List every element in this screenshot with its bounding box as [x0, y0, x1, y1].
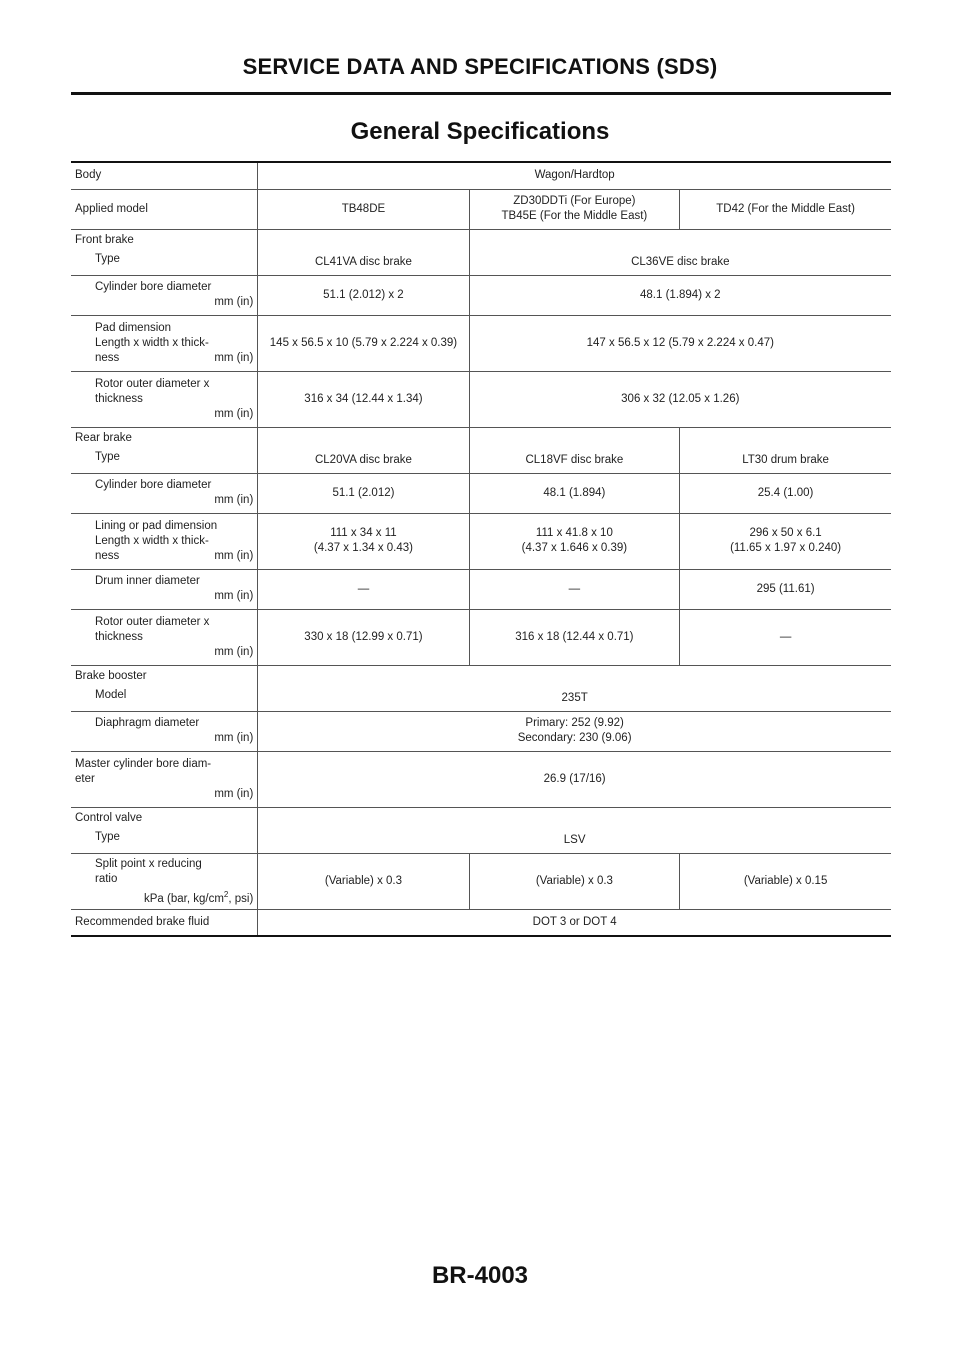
- section-header: SERVICE DATA AND SPECIFICATIONS (SDS): [242, 54, 718, 79]
- value-rear-drum-3: 295 (11.61): [680, 569, 891, 609]
- front-cyl-text: Cylinder bore diameter: [95, 281, 212, 293]
- label-fluid: Recommended brake fluid: [71, 910, 258, 936]
- label-front-cyl: [71, 275, 258, 315]
- rear-lining-l3: [95, 549, 253, 564]
- rear-drum-unit: mm (in): [214, 590, 254, 602]
- rear-drum-text: Drum inner diameter: [95, 575, 200, 587]
- split-unit: [95, 887, 253, 907]
- front-rotor-l1: Rotor outer diameter x: [95, 377, 210, 390]
- label-master-cyl: [71, 751, 258, 807]
- value-body: Wagon/Hardtop: [258, 162, 891, 189]
- row-rear-cyl: [71, 473, 891, 513]
- value-rear-type-2: CL18VF disc brake: [469, 427, 680, 473]
- rear-lining-l2: Length x width x thick-: [95, 534, 209, 547]
- label-diaphragm: [71, 711, 258, 751]
- front-brake-heading: Front brake: [75, 233, 134, 246]
- value-booster-model: 235T: [258, 665, 891, 711]
- value-rear-cyl-2: 48.1 (1.894): [469, 473, 680, 513]
- rear-lining-3b: (11.65 x 1.97 x 0.240): [730, 542, 842, 554]
- diaphragm-text: Diaphragm diameter: [95, 717, 200, 729]
- row-front-pad: [71, 315, 891, 371]
- value-rear-type-1: CL20VA disc brake: [258, 427, 469, 473]
- front-rotor-l2: thickness: [95, 392, 143, 405]
- diaphragm-unit: mm (in): [214, 732, 254, 744]
- row-diaphragm: [71, 711, 891, 751]
- value-rear-drum-1: —: [258, 569, 469, 609]
- value-applied-model-3: TD42 (For the Middle East): [680, 189, 891, 229]
- row-master-cyl: [71, 751, 891, 807]
- row-rear-lining: [71, 513, 891, 569]
- label-rear-type: Type: [95, 450, 120, 463]
- value-master-cyl: 26.9 (17/16): [258, 751, 891, 807]
- booster-heading: Brake booster: [75, 669, 147, 682]
- row-rear-type: [71, 427, 891, 473]
- front-cyl-unit: mm (in): [214, 296, 254, 308]
- front-pad-unit: mm (in): [214, 351, 254, 364]
- label-split-point: [71, 853, 258, 910]
- label-rear-drum: [71, 569, 258, 609]
- label-rear-lining: [71, 513, 258, 569]
- value-split-1: (Variable) x 0.3: [258, 853, 469, 910]
- rear-rotor-l2: thickness: [95, 630, 143, 643]
- value-front-type-1: CL41VA disc brake: [258, 229, 469, 275]
- rear-cyl-text: Cylinder bore diameter: [95, 479, 212, 491]
- value-front-pad-2: 147 x 56.5 x 12 (5.79 x 2.224 x 0.47): [469, 315, 891, 371]
- row-front-rotor: [71, 371, 891, 427]
- rear-lining-3a: 296 x 50 x 6.1: [749, 527, 822, 539]
- label-body: Body: [71, 162, 258, 189]
- label-control-type: Type: [95, 830, 120, 843]
- header-rule: [71, 92, 891, 95]
- value-applied-model-2b: TB45E (For the Middle East): [501, 210, 648, 222]
- value-control-type: LSV: [258, 807, 891, 853]
- value-rear-lining-1: [258, 513, 469, 569]
- value-front-pad-1: 145 x 56.5 x 10 (5.79 x 2.224 x 0.39): [258, 315, 469, 371]
- rear-cyl-unit: mm (in): [214, 494, 254, 506]
- value-rear-drum-2: —: [469, 569, 680, 609]
- label-rear-brake: [71, 427, 258, 473]
- split-unit-post: , psi): [228, 892, 254, 905]
- value-front-type-2: CL36VE disc brake: [469, 229, 891, 275]
- rear-lining-1b: (4.37 x 1.34 x 0.43): [313, 542, 413, 554]
- row-split-point: [71, 853, 891, 910]
- spec-table: [71, 161, 891, 937]
- label-control-valve: [71, 807, 258, 853]
- page-number: BR-4003: [431, 1262, 529, 1289]
- front-pad-l3-text: ness: [95, 351, 120, 364]
- front-pad-l2: Length x width x thick-: [95, 336, 209, 349]
- split-unit-pre: kPa (bar, kg/cm: [144, 892, 224, 905]
- label-rear-cyl: [71, 473, 258, 513]
- row-control-type: [71, 807, 891, 853]
- row-applied-model: [71, 189, 891, 229]
- value-front-cyl-2: 48.1 (1.894) x 2: [469, 275, 891, 315]
- front-rotor-unit: mm (in): [214, 407, 254, 420]
- value-front-cyl-1: 51.1 (2.012) x 2: [258, 275, 469, 315]
- split-l2: ratio: [95, 872, 118, 885]
- value-rear-lining-2: [469, 513, 680, 569]
- diaphragm-primary: Primary: 252 (9.92): [525, 717, 624, 729]
- value-applied-model-1: TB48DE: [258, 189, 469, 229]
- rear-lining-l1: Lining or pad dimension: [95, 519, 218, 532]
- rear-lining-2b: (4.37 x 1.646 x 0.39): [521, 542, 628, 554]
- label-front-pad: [71, 315, 258, 371]
- row-booster-model: [71, 665, 891, 711]
- master-l2: eter: [75, 772, 95, 785]
- rear-brake-heading: Rear brake: [75, 431, 132, 444]
- row-front-cyl: [71, 275, 891, 315]
- row-body: [71, 162, 891, 189]
- value-rear-rotor-3: —: [680, 609, 891, 665]
- label-booster-model: Model: [95, 688, 127, 701]
- value-rear-lining-3: [680, 513, 891, 569]
- front-pad-l1: Pad dimension: [95, 321, 172, 334]
- label-applied-model: Applied model: [71, 189, 258, 229]
- rear-lining-l3-text: ness: [95, 549, 120, 562]
- value-rear-rotor-2: 316 x 18 (12.44 x 0.71): [469, 609, 680, 665]
- label-front-rotor: [71, 371, 258, 427]
- label-rear-rotor: [71, 609, 258, 665]
- rear-lining-1a: 111 x 34 x 11: [330, 527, 397, 539]
- page-title: General Specifications: [350, 118, 610, 145]
- value-applied-model-2: [469, 189, 680, 229]
- split-l1: Split point x reducing: [95, 857, 202, 870]
- front-pad-l3: [95, 351, 253, 366]
- row-fluid: [71, 910, 891, 936]
- value-split-3: (Variable) x 0.15: [680, 853, 891, 910]
- split-unit-sup: 2: [223, 889, 229, 899]
- rear-rotor-l1: Rotor outer diameter x: [95, 615, 210, 628]
- value-rear-cyl-1: 51.1 (2.012): [258, 473, 469, 513]
- value-applied-model-2a: ZD30DDTi (For Europe): [513, 195, 636, 207]
- label-front-type: Type: [95, 252, 120, 265]
- master-unit: mm (in): [214, 787, 254, 800]
- value-rear-type-3: LT30 drum brake: [680, 427, 891, 473]
- row-rear-drum: [71, 569, 891, 609]
- row-rear-rotor: [71, 609, 891, 665]
- diaphragm-secondary: Secondary: 230 (9.06): [517, 732, 632, 744]
- label-front-brake: [71, 229, 258, 275]
- row-front-type: [71, 229, 891, 275]
- value-split-2: (Variable) x 0.3: [469, 853, 680, 910]
- master-l1: Master cylinder bore diam-: [75, 757, 212, 770]
- rear-rotor-unit: mm (in): [214, 645, 254, 658]
- label-booster: [71, 665, 258, 711]
- value-front-rotor-2: 306 x 32 (12.05 x 1.26): [469, 371, 891, 427]
- value-front-rotor-1: 316 x 34 (12.44 x 1.34): [258, 371, 469, 427]
- value-fluid: DOT 3 or DOT 4: [258, 910, 891, 936]
- rear-lining-2a: 111 x 41.8 x 10: [535, 527, 613, 539]
- value-rear-cyl-3: 25.4 (1.00): [680, 473, 891, 513]
- control-valve-heading: Control valve: [75, 811, 143, 824]
- value-diaphragm: [258, 711, 891, 751]
- rear-lining-unit: mm (in): [214, 549, 254, 562]
- value-rear-rotor-1: 330 x 18 (12.99 x 0.71): [258, 609, 469, 665]
